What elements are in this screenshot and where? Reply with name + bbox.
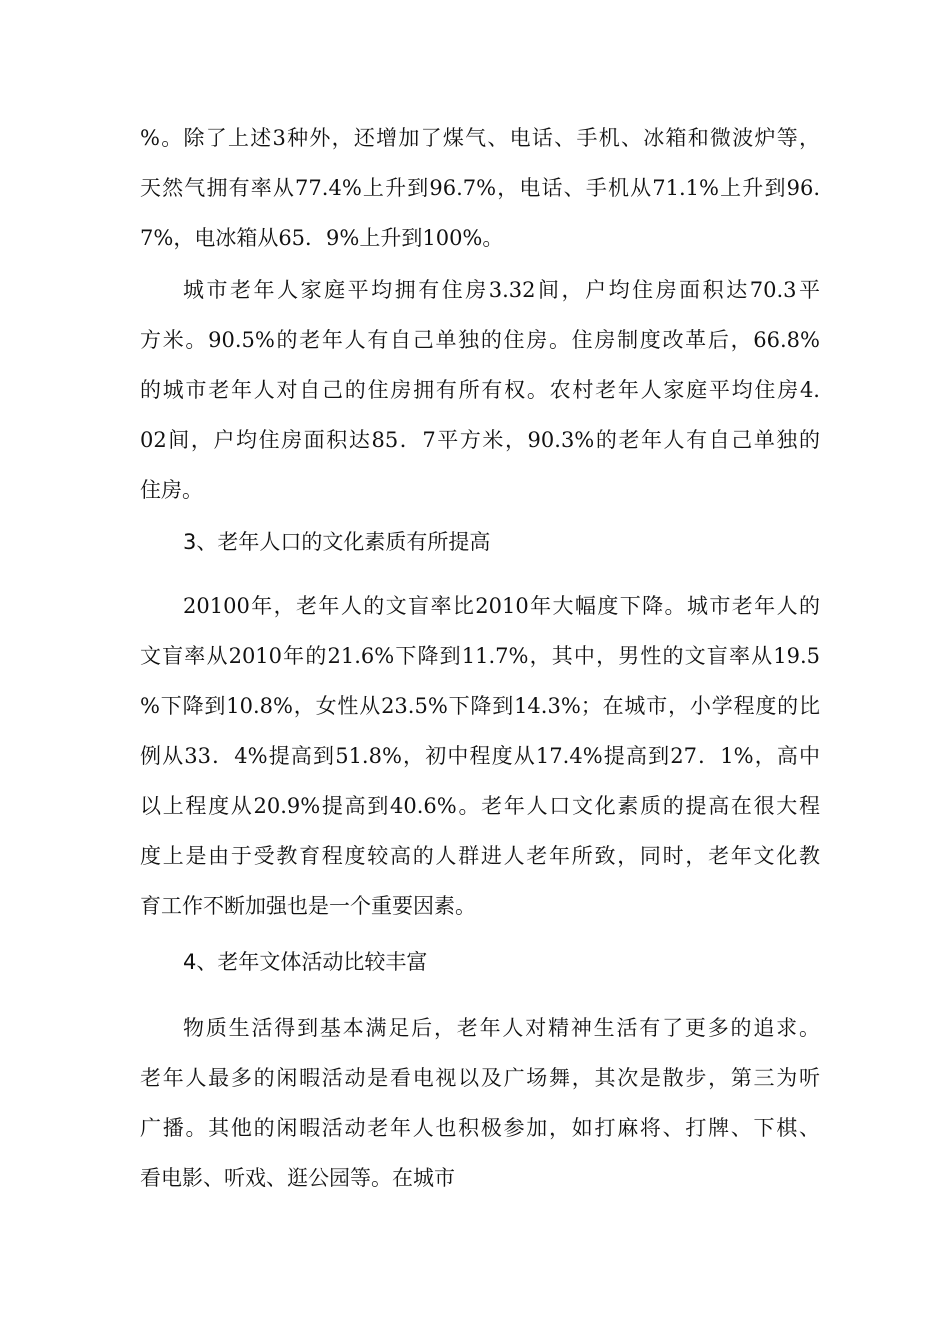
paragraph-2-line-5: 住房。 <box>140 478 203 502</box>
paragraph-1-line-2: 天然气拥有率从77.4%上升到96.7%，电话、手机从71.1%上升到96. <box>140 176 820 200</box>
paragraph-3-line-6: 度上是由于受教育程度较高的人群进人老年所致，同时，老年文化教 <box>140 844 820 868</box>
paragraph-4-line-2: 老年人最多的闲暇活动是看电视以及广场舞，其次是散步，第三为听 <box>140 1066 820 1090</box>
paragraph-2-line-1: 城市老年人家庭平均拥有住房3.32间，户均住房面积达70.3平 <box>183 278 820 302</box>
paragraph-2-line-3: 的城市老年人对自己的住房拥有所有权。农村老年人家庭平均住房4. <box>140 378 820 402</box>
paragraph-4-line-1: 物质生活得到基本满足后，老年人对精神生活有了更多的追求。 <box>183 1016 820 1040</box>
section-heading-4: 4、老年文体活动比较丰富 <box>183 950 428 974</box>
paragraph-3-line-5: 以上程度从20.9%提高到40.6%。老年人口文化素质的提高在很大程 <box>140 794 820 818</box>
paragraph-3-line-4: 例从33．4%提高到51.8%，初中程度从17.4%提高到27．1%，高中 <box>140 744 820 768</box>
paragraph-2-line-4: 02间，户均住房面积达85．7平方米，90.3%的老年人有自己单独的 <box>140 428 820 452</box>
paragraph-1-line-1: %。除了上述3种外，还增加了煤气、电话、手机、冰箱和微波炉等， <box>140 126 820 150</box>
paragraph-4-line-3: 广播。其他的闲暇活动老年人也积极参加，如打麻将、打牌、下棋、 <box>140 1116 820 1140</box>
paragraph-1-line-3: 7%，电冰箱从65．9%上升到100%。 <box>140 226 504 250</box>
paragraph-4-line-4: 看电影、听戏、逛公园等。在城市 <box>140 1166 455 1190</box>
paragraph-2-line-2: 方米。90.5%的老年人有自己单独的住房。住房制度改革后，66.8% <box>140 328 820 352</box>
section-heading-3: 3、老年人口的文化素质有所提高 <box>183 530 491 554</box>
paragraph-3-line-1: 20100年，老年人的文盲率比2010年大幅度下降。城市老年人的 <box>183 594 820 618</box>
paragraph-3-line-3: %下降到10.8%，女性从23.5%下降到14.3%；在城市，小学程度的比 <box>140 694 820 718</box>
paragraph-3-line-2: 文盲率从2010年的21.6%下降到11.7%，其中，男性的文盲率从19.5 <box>140 644 820 668</box>
paragraph-3-line-7: 育工作不断加强也是一个重要因素。 <box>140 894 476 918</box>
